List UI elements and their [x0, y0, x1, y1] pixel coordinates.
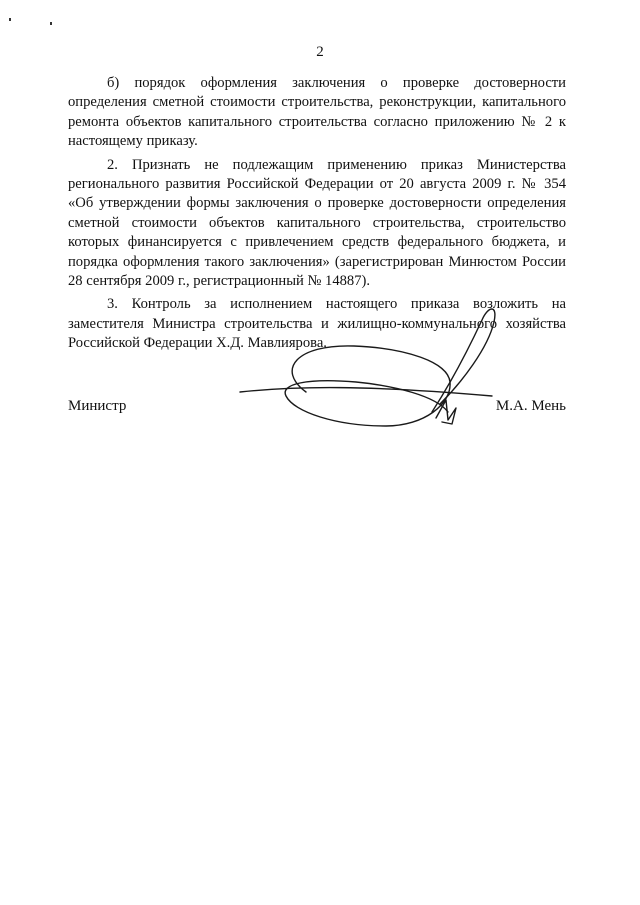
paragraph-2: 2. Признать не подлежащим применению приказ Министерства регионального развития Российской Федерации от 20 августа 2009 г. № 354 «Об утверждении формы заключения о проверке достоверности определения сметной стоимости объектов капитального строительства, строительство которых финансируется с привлечением средств федерального бюджета, и порядка оформления такого заключения» (зарегистрирован Минюстом России 28 сентября 2009 г., регистрационный № 14887). [68, 156, 566, 290]
page-number: 2 [316, 44, 324, 60]
scan-speck [9, 18, 11, 21]
paragraph-3: 3. Контроль за исполнением настоящего приказа возложить на заместителя Министра строительства и жилищно-коммунального хозяйства Российской Федерации Х.Д. Мавлиярова. [68, 296, 566, 352]
paragraph-item-b: б) порядок оформления заключения о проверке достоверности определения сметной стоимости строительства, реконструкции, капитального ремонта объектов капитального строительства согласно приложению № 2 к настоящему приказу. [68, 75, 566, 150]
signer-position: Министр [68, 398, 127, 414]
scan-speck [50, 22, 52, 25]
signature-block [68, 398, 566, 420]
signer-name: М.А. Мень [495, 398, 566, 414]
